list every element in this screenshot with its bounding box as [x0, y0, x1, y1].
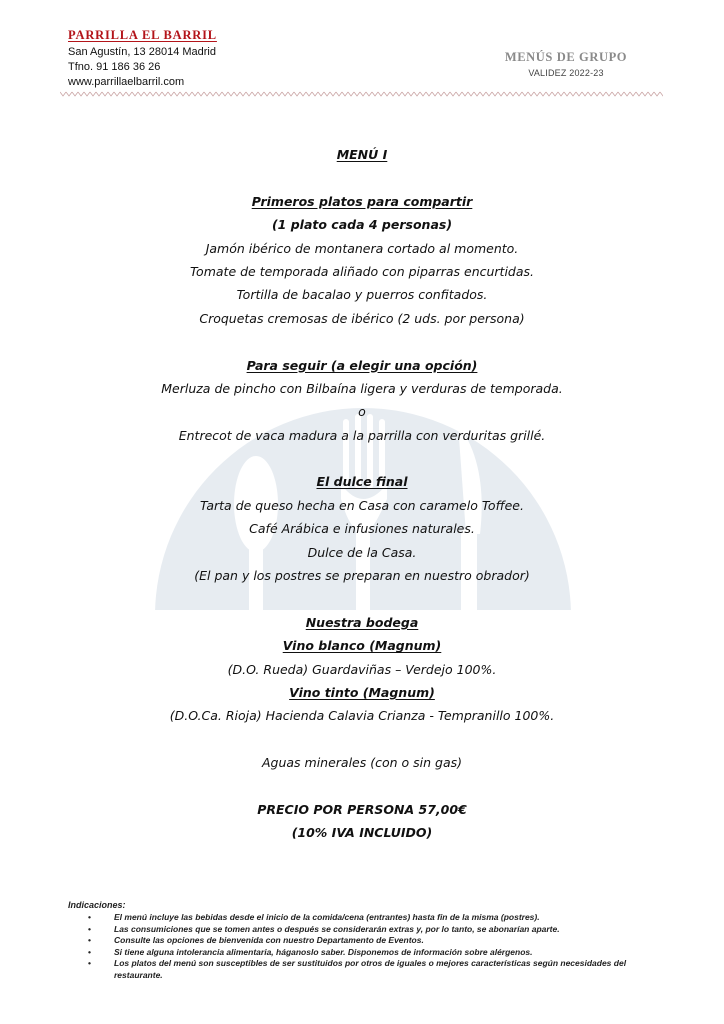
group-menus-title: MENÚS DE GRUPO: [504, 50, 628, 64]
bullet-icon: •: [88, 958, 91, 968]
menu-item: Croquetas cremosas de ibérico (2 uds. por persona): [199, 310, 525, 326]
bullet-icon: •: [88, 923, 91, 934]
bread-note: (El pan y los postres se preparan en nuestro obrador): [194, 568, 530, 584]
restaurant-website: www.parrillaelbarril.com: [68, 76, 185, 88]
vat-note: (10% IVA INCLUIDO): [291, 825, 433, 841]
spacer: [0, 587, 724, 610]
dessert-heading: El dulce final: [316, 474, 408, 490]
wine-heading: Nuestra bodega: [305, 614, 419, 630]
bullet-icon: •: [88, 912, 91, 922]
restaurant-name: PARRILLA EL BARRIL: [68, 28, 217, 42]
indication-text: Los platos del menú son susceptibles de ser sustituidos por otros de iguales o mejores características según necesidades del restaurante.: [114, 958, 627, 980]
menu-item: Jamón ibérico de montanera cortado al momento.: [205, 240, 519, 256]
spacer: [0, 775, 724, 798]
indication-item: [68, 947, 668, 959]
menu-content: [0, 143, 724, 845]
bullet-icon: •: [88, 946, 91, 957]
starters-subheading: (1 plato cada 4 personas): [271, 217, 453, 233]
restaurant-phone: Tfno. 91 186 36 26: [68, 61, 161, 73]
water-item: Aguas minerales (con o sin gas): [261, 755, 463, 771]
menu-item: Tomate de temporada aliñado con piparras encurtidas.: [189, 263, 535, 279]
dessert-item: Tarta de queso hecha en Casa con caramelo Toffee.: [200, 497, 524, 513]
spacer: [0, 728, 724, 751]
header-divider: [60, 90, 663, 98]
main-option-separator: o: [358, 404, 366, 420]
indications-section: [68, 900, 668, 981]
validity-label: VALIDEZ 2022-23: [528, 68, 604, 78]
dessert-item: Dulce de la Casa.: [307, 544, 417, 560]
indication-text: Las consumiciones que se tomen antes o después se considerarán extras y, por lo tanto, se abonarían aparte.: [114, 923, 560, 934]
indication-item: [68, 958, 668, 981]
bullet-icon: •: [88, 935, 91, 945]
price-per-person: PRECIO POR PERSONA 57,00€: [257, 801, 467, 817]
red-wine-heading: Vino tinto (Magnum): [289, 684, 435, 700]
indication-item: [68, 935, 668, 947]
indications-list: [68, 912, 668, 981]
indication-text: Consulte las opciones de bienvenida con nuestro Departamento de Eventos.: [114, 935, 424, 945]
menu-title: MENÚ I: [336, 147, 388, 162]
menu-item: Tortilla de bacalao y puerros confitados.: [236, 287, 488, 303]
restaurant-address: San Agustín, 13 28014 Madrid: [68, 46, 216, 58]
starters-heading: Primeros platos para compartir: [251, 193, 473, 209]
indication-item: [68, 924, 668, 936]
restaurant-header: [68, 28, 217, 90]
main-option-1: Merluza de pincho con Bilbaína ligera y verduras de temporada.: [161, 380, 563, 396]
spacer: [0, 166, 724, 189]
dessert-item: Café Arábica e infusiones naturales.: [249, 521, 475, 537]
white-wine-heading: Vino blanco (Magnum): [282, 638, 442, 654]
indication-item: [68, 912, 668, 924]
main-option-2: Entrecot de vaca madura a la parrilla con verduritas grillé.: [178, 427, 546, 443]
indication-text: El menú incluye las bebidas desde el inicio de la comida/cena (entrantes) hasta fin de la misma (postres).: [114, 912, 540, 922]
red-wine-item: (D.O.Ca. Rioja) Hacienda Calavia Crianza - Tempranillo 100%.: [169, 708, 555, 724]
document-title-block: [486, 50, 646, 78]
white-wine-item: (D.O. Rueda) Guardaviñas – Verdejo 100%.: [227, 661, 497, 677]
mains-heading: Para seguir (a elegir una opción): [246, 357, 478, 373]
spacer: [0, 330, 724, 353]
indications-title: Indicaciones:: [68, 900, 126, 910]
indication-text: Si tiene alguna intolerancia alimentaria, háganoslo saber. Disponemos de información sobre alérgenos.: [114, 946, 533, 957]
spacer: [0, 447, 724, 470]
